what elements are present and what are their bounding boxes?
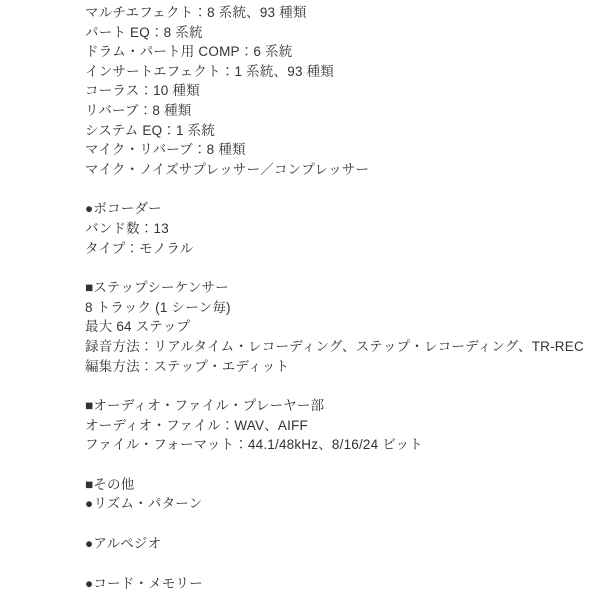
spec-document <box>85 3 584 593</box>
spec-line: ●リズム・パターン <box>85 496 203 512</box>
spec-line: 8 トラック (1 シーン毎) <box>85 299 231 315</box>
spec-section <box>85 574 584 594</box>
spec-line: マルチエフェクト：8 系統、93 種類 <box>85 5 307 20</box>
spec-line: タイプ：モノラル <box>85 240 194 256</box>
section-heading: ●コード・メモリー <box>85 575 203 591</box>
spec-section <box>85 396 584 455</box>
spec-section <box>85 3 584 179</box>
spec-section <box>85 278 584 376</box>
spec-line: ドラム・パート用 COMP：6 系統 <box>85 44 293 60</box>
spec-line: システム EQ：1 系統 <box>85 122 216 138</box>
spec-section <box>85 199 584 258</box>
spec-section <box>85 534 584 554</box>
spec-line: インサートエフェクト：1 系統、93 種類 <box>85 63 335 79</box>
section-heading: ●ボコーダー <box>85 201 162 217</box>
section-heading: ■ステップシーケンサー <box>85 280 229 296</box>
spec-line: バンド数：13 <box>85 220 169 236</box>
spec-line: パート EQ：8 系統 <box>85 24 203 40</box>
spec-line: オーディオ・ファイル：WAV、AIFF <box>85 417 308 433</box>
spec-line: ファイル・フォーマット：44.1/48kHz、8/16/24 ビット <box>85 437 423 453</box>
spec-section <box>85 475 584 514</box>
spec-line: マイク・リバーブ：8 種類 <box>85 142 246 158</box>
spec-line: コーラス：10 種類 <box>85 83 200 99</box>
spec-line: 最大 64 ステップ <box>85 319 191 335</box>
section-heading: ■オーディオ・ファイル・プレーヤー部 <box>85 398 325 414</box>
spec-line: マイク・ノイズサプレッサー／コンプレッサー <box>85 161 370 177</box>
section-heading: ■その他 <box>85 476 135 492</box>
spec-line: 編集方法：ステップ・エディット <box>85 358 290 374</box>
section-heading: ●アルペジオ <box>85 536 162 552</box>
spec-line: 録音方法：リアルタイム・レコーディング、ステップ・レコーディング、TR-REC <box>85 338 584 354</box>
spec-line: リバーブ：8 種類 <box>85 102 192 118</box>
